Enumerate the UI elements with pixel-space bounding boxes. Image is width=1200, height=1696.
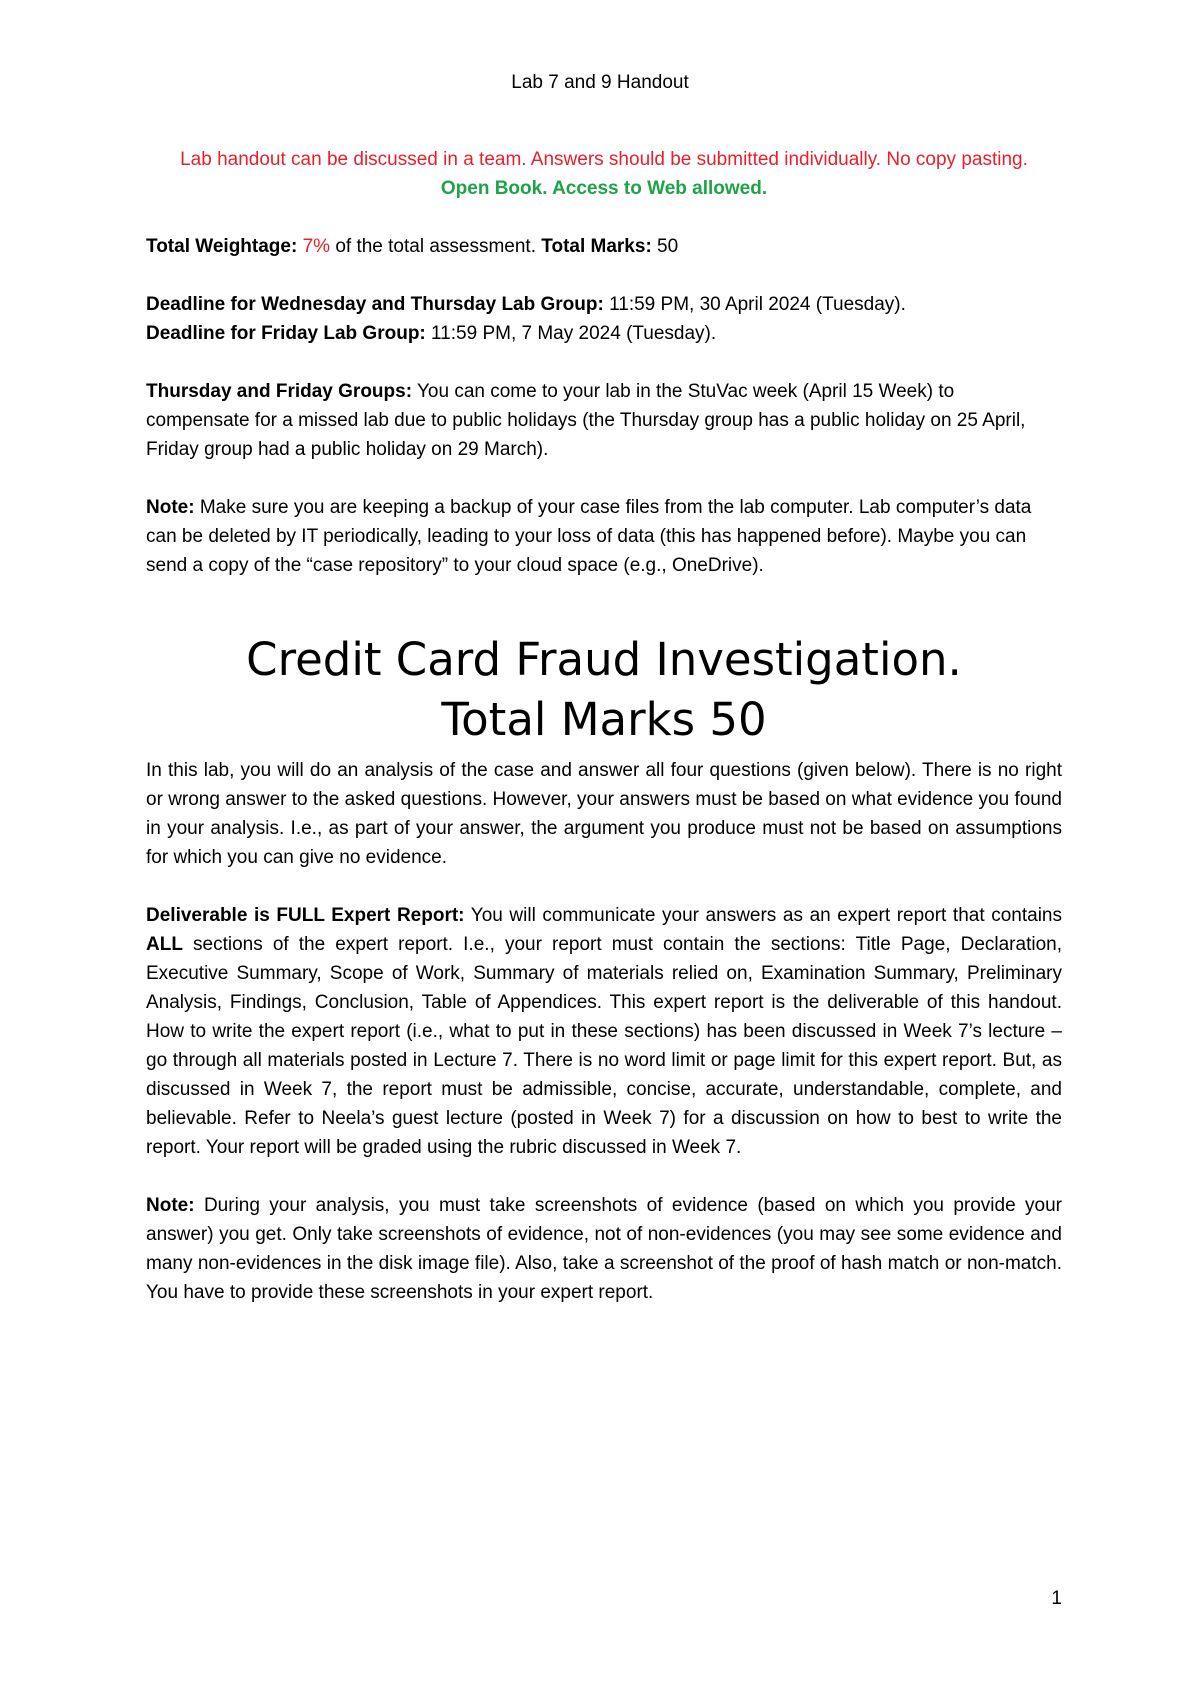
deadline-wed-thu [146,290,1062,319]
groups-text: You can come to your lab in the StuVac week (April 15 Week) to compensate for a missed lab due to public holidays (the Thursday group has a public holiday on 25 April, Friday group had a public holiday on 29 March). [146,381,1026,460]
deliverable-label: Deliverable is FULL Expert Report: [146,905,465,926]
deliverable-paragraph [146,901,1062,1162]
deadline-fri-label: Deadline for Friday Lab Group: [146,323,426,344]
screenshot-note-paragraph [146,1191,1062,1307]
deadline-wed-thu-label: Deadline for Wednesday and Thursday Lab Group: [146,294,604,315]
deadline-wed-thu-value: 11:59 PM, 30 April 2024 (Tuesday). [603,294,906,315]
page-header: Lab 7 and 9 Handout [511,72,689,93]
deliverable-text-before: You will communicate your answers as an expert report that contains [464,905,1062,926]
intro-paragraph: In this lab, you will do an analysis of the case and answer all four questions (given below). There is no right or wrong answer to the asked questions. However, your answers must be based on what evidence you found in your analysis. I.e., as part of your answer, the argument you produce must not be based on assumptions for which you can give no evidence. [146,760,1062,868]
document-title [146,630,1062,750]
weightage-after: of the total assessment. [330,236,542,257]
groups-paragraph [146,377,1062,464]
page-number: 1 [1051,1588,1062,1609]
weightage-label: Total Weightage: [146,236,298,257]
groups-label: Thursday and Friday Groups: [146,381,413,402]
total-marks-label: Total Marks: [541,236,652,257]
backup-note-paragraph [146,493,1062,580]
deliverable-text-after: sections of the expert report. I.e., your report must contain the sections: Title Page, Declaration, Executive Summary, Scope of Work, Summary of materials relied on, Examination Summary, Preliminary Analysis, Findings, Conclusion, Table of Appendices. This expert report is the deliverable of this handout. How to write the expert report (i.e., what to put in these sections) has been discussed in Week 7’s lecture – go through all materials posted in Lecture 7. There is no word limit or page limit for this expert report. But, as discussed in Week 7, the report must be admissible, concise, accurate, understandable, complete, and believable. Refer to Neela’s guest lecture (posted in Week 7) for a discussion on how to best to write the report. Your report will be graded using the rubric discussed in Week 7. [146,934,1062,1158]
weightage-value: 7% [302,236,331,257]
backup-note-label: Note: [146,497,195,518]
team-discussion-notice: Lab handout can be discussed in a team. Answers should be submitted individually. No copy pasting. [180,149,1028,170]
title-line-2: Total Marks 50 [441,693,767,746]
deadline-fri [146,319,1062,348]
backup-note-text: Make sure you are keeping a backup of your case files from the lab computer. Lab computer’s data can be deleted by IT periodically, leading to your loss of data (this has happened before). Maybe you can send a copy of the “case repository” to your cloud space (e.g., OneDrive). [146,497,1032,576]
total-marks-value: 50 [651,236,679,257]
document-body [146,145,1062,1307]
screenshot-note-label: Note: [146,1195,195,1216]
weightage-line [146,232,1062,261]
title-line-1: Credit Card Fraud Investigation. [246,633,962,686]
deliverable-all-word: ALL [146,934,183,955]
screenshot-note-text: During your analysis, you must take screenshots of evidence (based on which you provide your answer) you get. Only take screenshots of evidence, not of non-evidences (you may see some evidence and many non-evidences in the disk image file). Also, take a screenshot of the proof of hash match or non-match. You have to provide these screenshots in your expert report. [146,1195,1062,1303]
open-book-notice: Open Book. Access to Web allowed. [440,178,768,199]
deadline-fri-value: 11:59 PM, 7 May 2024 (Tuesday). [425,323,717,344]
